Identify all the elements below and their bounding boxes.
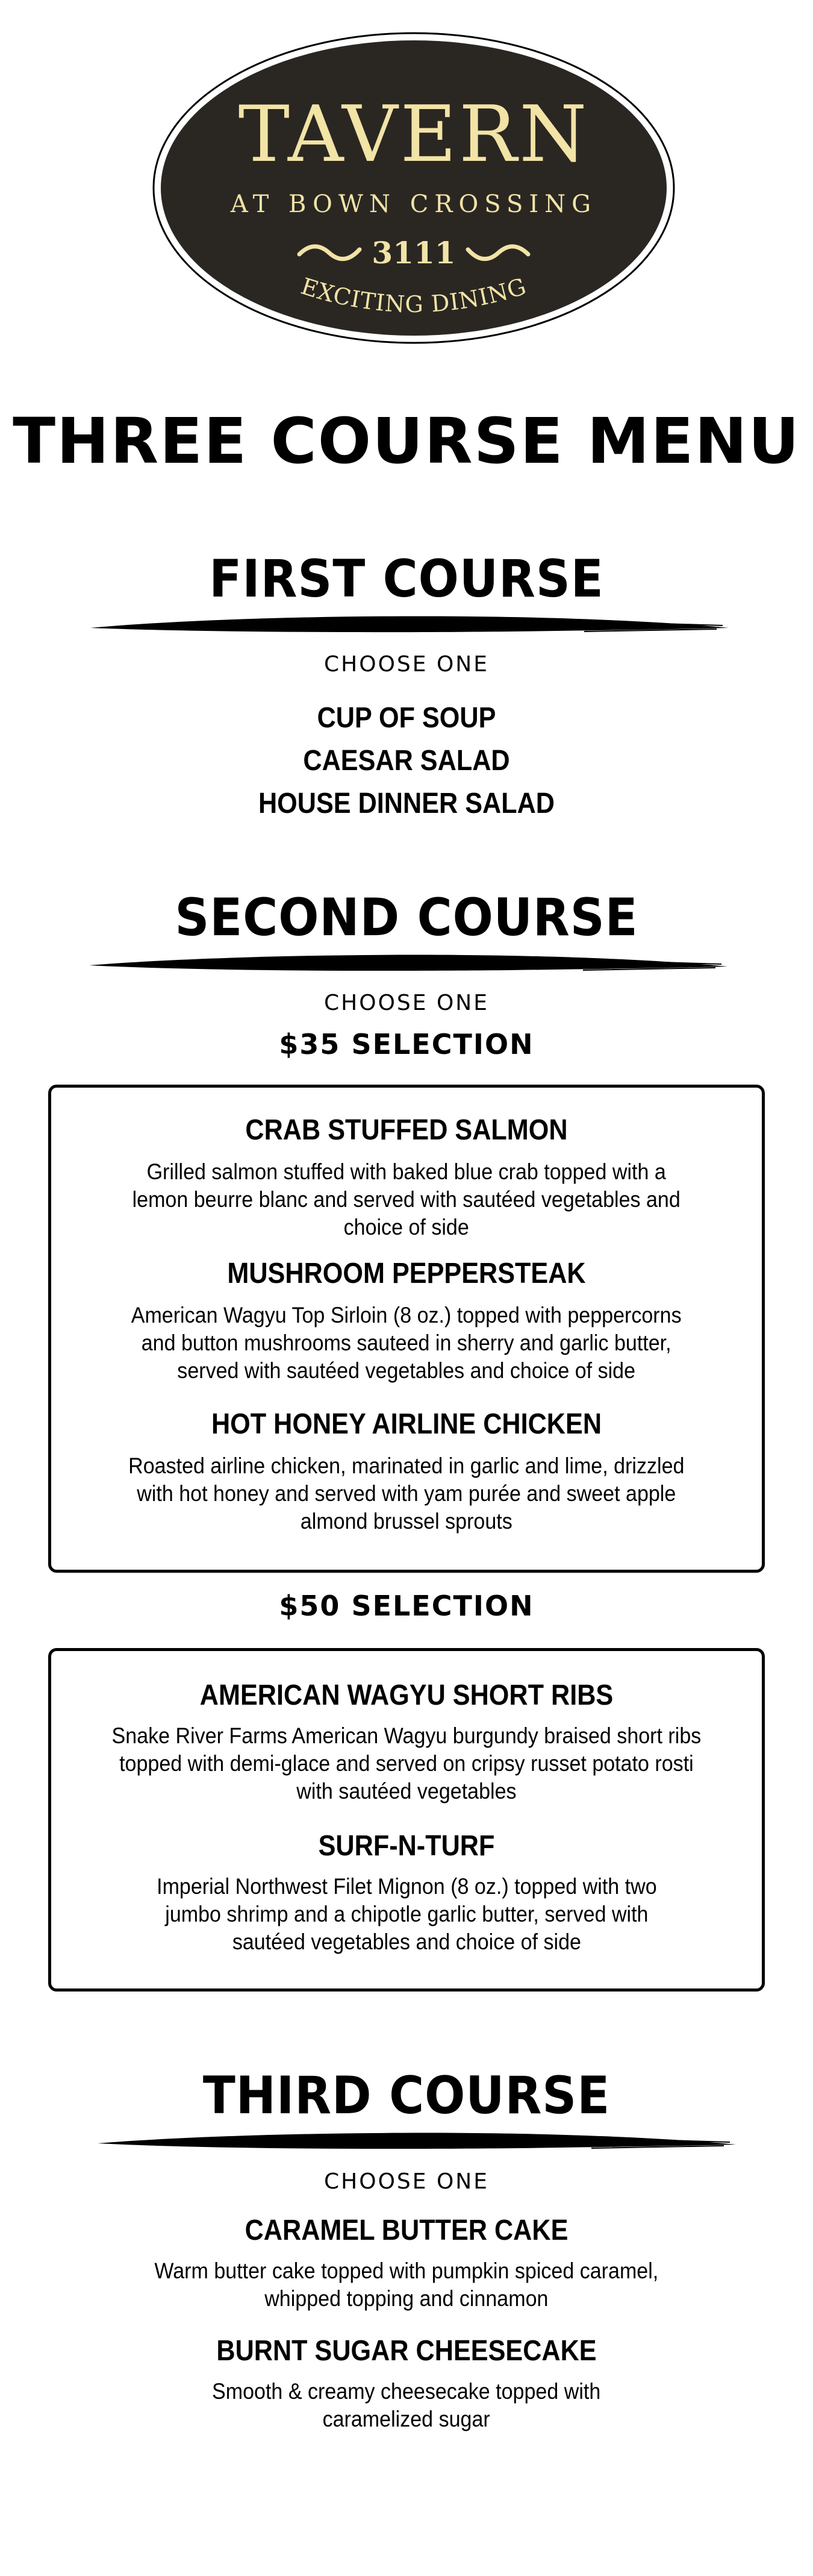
third-course-choose-label: CHOOSE ONE: [324, 2169, 489, 2194]
dish-name: MUSHROOM PEPPERSTEAK: [227, 1258, 586, 1290]
selection-50-label: $50 SELECTION: [279, 1590, 534, 1622]
second-course-title: SECOND COURSE: [175, 888, 638, 948]
first-course-choose-label: CHOOSE ONE: [324, 652, 489, 677]
first-course-item: HOUSE DINNER SALAD: [258, 788, 555, 819]
selection-35-label: $35 SELECTION: [279, 1028, 534, 1061]
dish-name: HOT HONEY AIRLINE CHICKEN: [211, 1408, 602, 1440]
first-course-title: FIRST COURSE: [209, 549, 604, 609]
logo-subtitle: AT BOWN CROSSING: [230, 190, 597, 218]
dish-name: BURNT SUGAR CHEESECAKE: [216, 2335, 597, 2367]
logo-name: TAVERN: [238, 90, 590, 180]
brush-stroke-divider: [98, 2130, 736, 2154]
dish-description: Snake River Farms American Wagyu burgundy braised short ribs topped with demi-glace and served on cripsy russet potato rosti with sautéed vegetables: [111, 1723, 702, 1804]
dish-name: CRAB STUFFED SALMON: [245, 1114, 568, 1146]
menu-title: THREE COURSE MENU: [13, 404, 800, 478]
logo-number: 3111: [372, 235, 456, 271]
brush-stroke-divider: [89, 952, 727, 976]
first-course-item: CAESAR SALAD: [303, 745, 510, 777]
third-course-title: THIRD COURSE: [202, 2066, 611, 2126]
dish-description: American Wagyu Top Sirloin (8 oz.) topped with peppercorns and button mushrooms sauteed in sherry and garlic butter, served with sautéed vegetables and choice of side: [131, 1303, 682, 1383]
dish-name: CARAMEL BUTTER CAKE: [245, 2214, 568, 2246]
brush-stroke-divider: [90, 613, 729, 638]
dish-description: Smooth & creamy cheesecake topped with caramelized sugar: [212, 2379, 601, 2431]
dish-name: SURF-N-TURF: [318, 1830, 495, 1862]
dish-description: Warm butter cake topped with pumpkin spiced caramel, whipped topping and cinnamon: [154, 2258, 659, 2311]
dish-description: Roasted airline chicken, marinated in garlic and lime, drizzled with hot honey and served with yam purée and sweet apple almond brussel sprouts: [128, 1453, 685, 1534]
dish-name: AMERICAN WAGYU SHORT RIBS: [199, 1679, 614, 1711]
dish-description: Imperial Northwest Filet Mignon (8 oz.) topped with two jumbo shrimp and a chipotle garlic butter, served with sautéed vegetables and choice of side: [156, 1874, 657, 1954]
second-course-choose-label: CHOOSE ONE: [324, 991, 489, 1015]
dish-description: Grilled salmon stuffed with baked blue crab topped with a lemon beurre blanc and served with sautéed vegetables and choice of side: [132, 1159, 681, 1239]
tavern-logo: [152, 31, 676, 345]
logo-tagline: EXCITING DINING: [297, 272, 530, 318]
first-course-item: CUP OF SOUP: [317, 702, 496, 734]
